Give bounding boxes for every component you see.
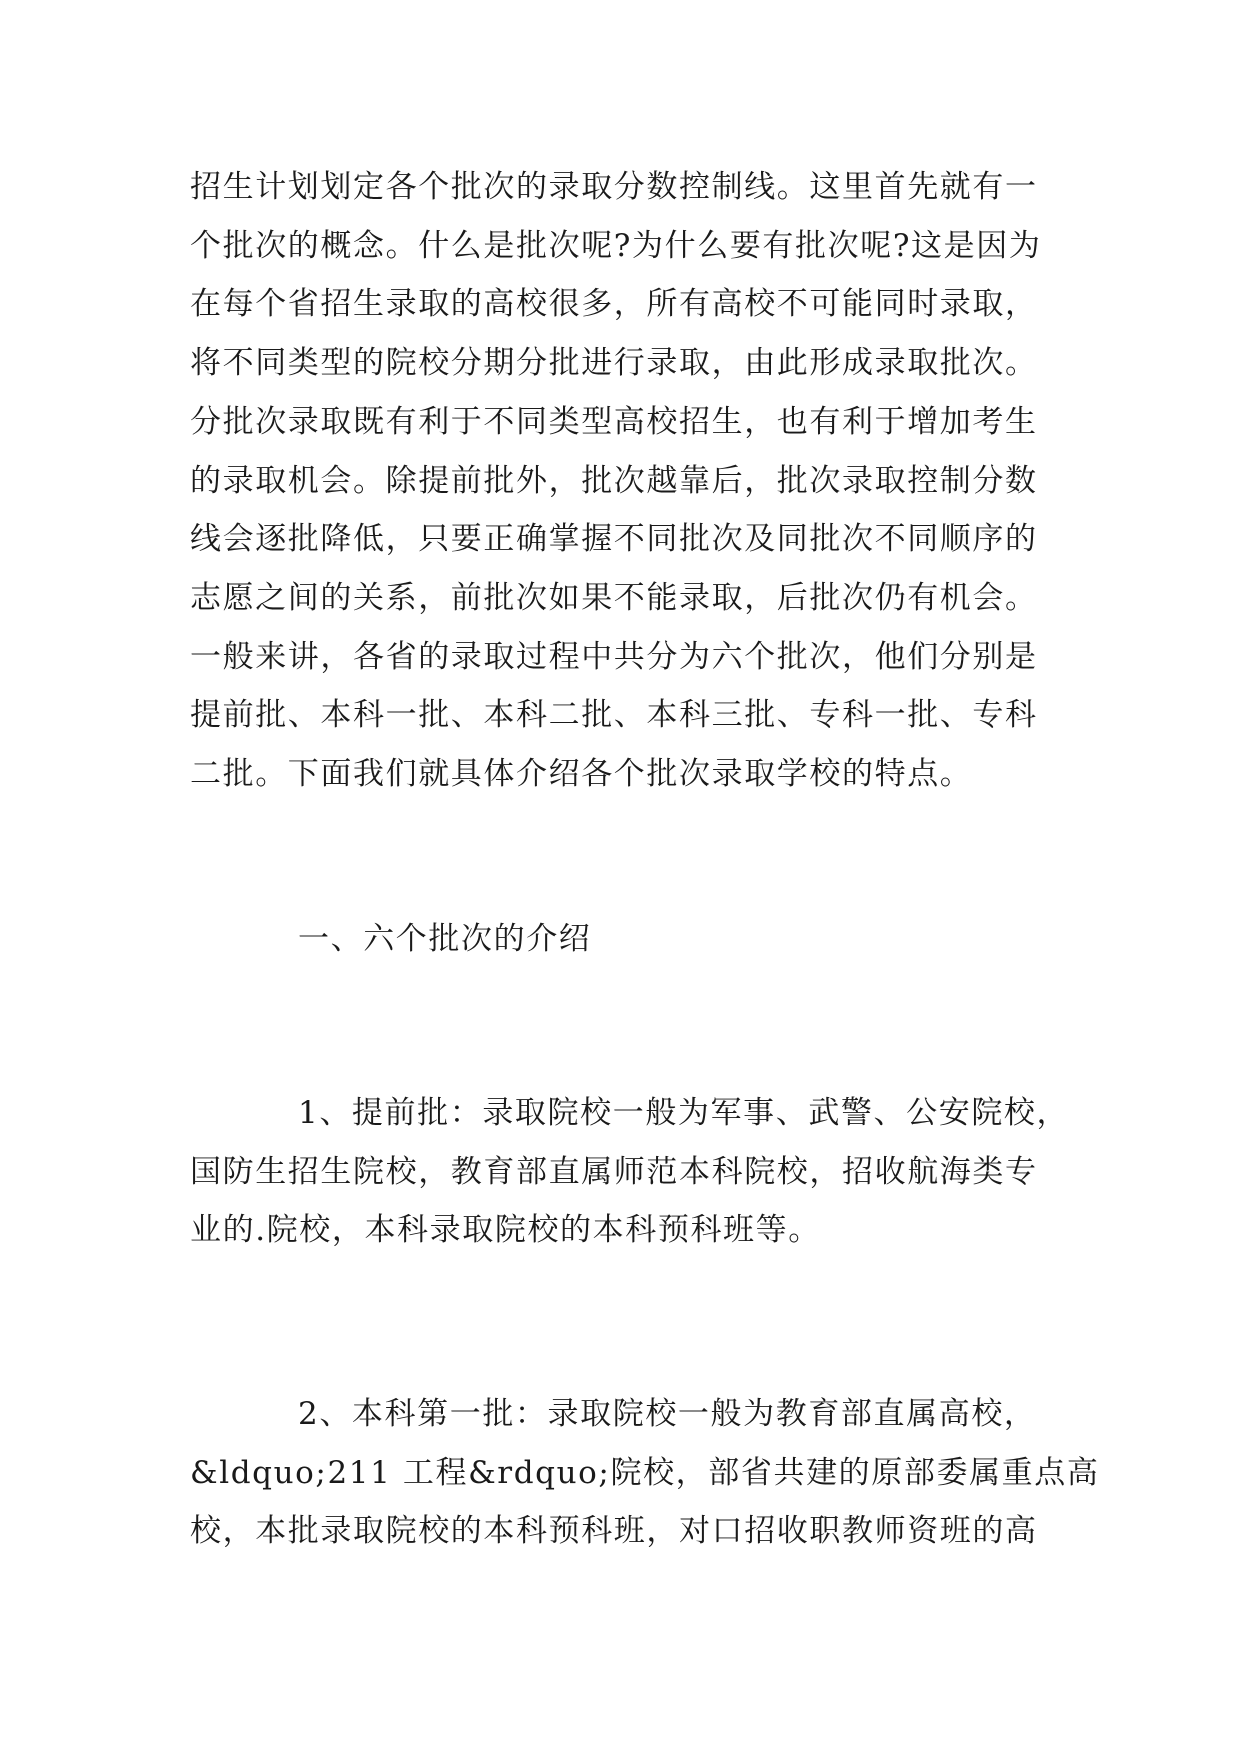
text-line: 国防生招生院校，教育部直属师范本科院校，招收航海类专 — [190, 1153, 1038, 1190]
text-line: 招生计划划定各个批次的录取分数控制线。这里首先就有一 — [190, 169, 1038, 205]
paragraph-batch-overview — [190, 158, 1070, 804]
text-line: 线会逐批降低，只要正确掌握不同批次及同批次不同顺序的 — [190, 521, 1038, 558]
text-line: 分批次录取既有利于不同类型高校招生，也有利于增加考生 — [190, 403, 1038, 440]
text-line: 将不同类型的院校分期分批进行录取，由此形成录取批次。 — [190, 345, 1038, 382]
text-line: 在每个省招生录取的高校很多，所有高校不可能同时录取， — [190, 286, 1038, 323]
paragraph-early-batch — [190, 1084, 1070, 1260]
text-line: 志愿之间的关系，前批次如果不能录取，后批次仍有机会。 — [190, 579, 1038, 616]
text-line: 1、提前批：录取院校一般为军事、武警、公安院校， — [298, 1095, 1070, 1131]
text-line: 业的.院校，本科录取院校的本科预科班等。 — [190, 1212, 821, 1249]
section-heading — [190, 910, 1070, 969]
text-line: 2、本科第一批：录取院校一般为教育部直属高校， — [298, 1396, 1037, 1432]
section-heading-text: 一、六个批次的介绍 — [298, 921, 592, 957]
text-line: 二批。下面我们就具体介绍各个批次录取学校的特点。 — [190, 756, 973, 793]
text-line: 校，本批录取院校的本科预科班，对口招收职教师资班的高 — [190, 1513, 1038, 1550]
text-line: 提前批、本科一批、本科二批、本科三批、专科一批、专科 — [190, 697, 1038, 734]
text-line: 个批次的概念。什么是批次呢?为什么要有批次呢?这是因为 — [190, 227, 1042, 264]
text-line: &ldquo;211 工程&rdquo;院校，部省共建的原部委属重点高 — [190, 1454, 1100, 1491]
paragraph-first-batch — [190, 1385, 1100, 1561]
text-line: 一般来讲，各省的录取过程中共分为六个批次，他们分别是 — [190, 638, 1038, 675]
text-line: 的录取机会。除提前批外，批次越靠后，批次录取控制分数 — [190, 462, 1038, 499]
